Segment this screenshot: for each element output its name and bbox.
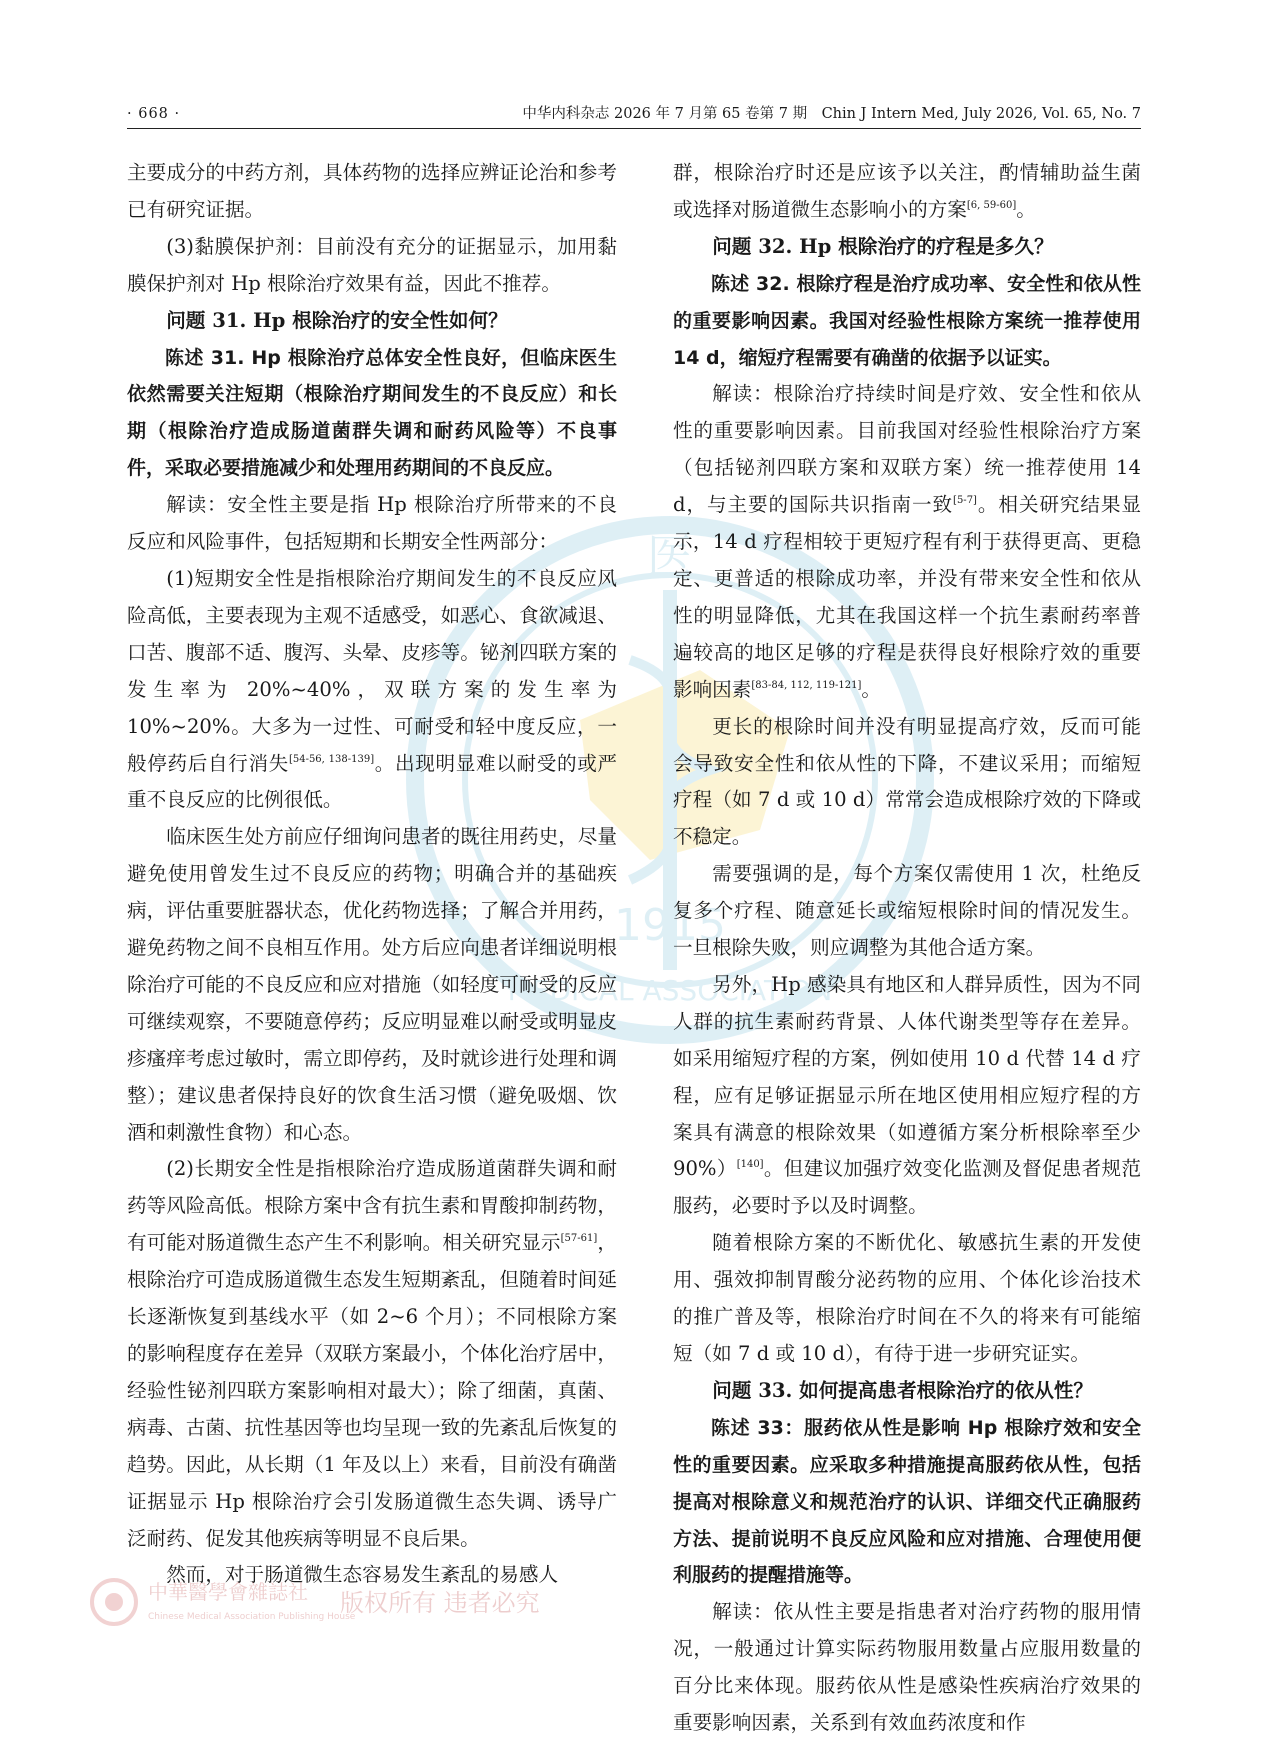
body-paragraph xyxy=(673,1225,1141,1373)
paragraph-text: 然而，对于肠道微生态容易发生紊乱的易感人 xyxy=(166,1563,559,1587)
paragraph-text: 主要成分的中药方剂，具体药物的选择应辨证论治和参考已有研究证据。 xyxy=(127,161,617,221)
running-header xyxy=(127,104,1141,129)
left-column xyxy=(127,155,617,1594)
paragraph-text: 。 xyxy=(1016,197,1036,221)
citation-ref: [6, 59-60] xyxy=(966,199,1017,211)
citation-ref: [5-7] xyxy=(953,495,977,507)
body-paragraph xyxy=(127,1151,617,1557)
paragraph-text: 群，根除治疗时还是应该予以关注，酌情辅助益生菌或选择对肠道微生态影响小的方案 xyxy=(673,161,1141,221)
paragraph-text: 解读：根除治疗持续时间是疗效、安全性和依从性的重要影响因素。目前我国对经验性根除治疗方案（包括铋剂四联方案和双联方案）统一推荐使用 14 d，与主要的国际共识指南一致 xyxy=(673,382,1141,517)
paragraph-text: 问题 31. Hp 根除治疗的安全性如何？ xyxy=(166,308,508,332)
paragraph-text: ，根除治疗可造成肠道微生态发生短期紊乱，但随着时间延长逐渐恢复到基线水平（如 2~6 个月）；不同根除方案的影响程度存在差异（双联方案最小，个体化治疗居中，经验性铋剂四联方案影响相对最大）；除了细菌，真菌、病毒、古菌、抗性基因等也均呈现一致的先紊乱后恢复的趋势。因此，从长期（1 年及以上）来看，目前没有确凿证据显示 Hp 根除治疗会引发肠道微生态失调、诱导广泛耐药、促发其他疾病等明显不良后果。 xyxy=(127,1231,618,1550)
journal-citation: 中华内科杂志 2026 年 7 月第 65 卷第 7 期 Chin J Intern Med, July 2026, Vol. 65, No. 7 xyxy=(522,106,1141,122)
statement-paragraph xyxy=(673,1410,1141,1595)
paragraph-text: 陈述 31. Hp 根除治疗总体安全性良好，但临床医生依然需要关注短期（根除治疗期间发生的不良反应）和长期（根除治疗造成肠道菌群失调和耐药风险等）不良事件，采取必要措施减少和处理用药期间的不良反应。 xyxy=(127,346,617,480)
paragraph-text: (1)短期安全性是指根除治疗期间发生的不良反应风险高低，主要表现为主观不适感受，如恶心、食欲减退、口苦、腹部不适、腹泻、头晕、皮疹等。铋剂四联方案的发生率为 20%~40%，双联方案的发生率为 10%~20%。大多为一过性、可耐受和轻中度反应，一般停药后自行消失 xyxy=(127,566,617,775)
rights-notice: 版权所有 违者必究 xyxy=(340,1589,540,1617)
paragraph-text: 。出现明显难以耐受的或严重不良反应的比例很低。 xyxy=(127,751,618,812)
seal-year: 1915 xyxy=(614,900,726,951)
paragraph-text: 更长的根除时间并没有明显提高疗效，反而可能会导致安全性和依从性的下降，不建议采用；而缩短疗程（如 7 d 或 10 d）常常会造成根除疗效的下降或不稳定。 xyxy=(673,714,1141,849)
body-paragraph xyxy=(673,856,1141,967)
statement-paragraph xyxy=(673,266,1141,377)
paragraph-text: 陈述 32. 根除疗程是治疗成功率、安全性和依从性的重要影响因素。我国对经验性根除方案统一推荐使用 14 d，缩短疗程需要有确凿的依据予以证实。 xyxy=(673,272,1141,369)
paragraph-text: 问题 32. Hp 根除治疗的疗程是多久？ xyxy=(712,234,1054,258)
body-paragraph xyxy=(127,229,617,303)
body-paragraph xyxy=(127,155,617,229)
paragraph-text: 。但建议加强疗效变化监测及督促患者规范服药，必要时予以及时调整。 xyxy=(673,1157,1141,1218)
body-paragraph xyxy=(127,819,617,1151)
publisher-name-en: Chinese Medical Association Publishing House xyxy=(148,1612,356,1622)
body-paragraph xyxy=(127,1557,617,1594)
question-heading xyxy=(673,229,1141,266)
body-paragraph xyxy=(673,709,1141,857)
body-paragraph xyxy=(673,376,1141,708)
question-heading xyxy=(673,1373,1141,1410)
paragraph-text: (2)长期安全性是指根除治疗造成肠道菌群失调和耐药等风险高低。根除方案中含有抗生素和胃酸抑制药物，有可能对肠道微生态产生不利影响。相关研究显示 xyxy=(127,1157,617,1255)
seal-character: 医 xyxy=(647,529,693,583)
citation-ref: [83-84, 112, 119-121] xyxy=(751,679,862,691)
publisher-name: 中華醫學會雜誌社 xyxy=(148,1580,308,1604)
body-paragraph xyxy=(673,155,1141,229)
paragraph-text: 另外，Hp 感染具有地区和人群异质性，因为不同人群的抗生素耐药背景、人体代谢类型等存在差异。如采用缩短疗程的方案，例如使用 10 d 代替 14 d 疗程，应有足够证据显示所在地区使用相应短疗程的方案具有满意的根除效果（如遵循方案分析根除率至少 90%） xyxy=(673,972,1141,1181)
paragraph-text: 解读：依从性主要是指患者对治疗药物的服用情况，一般通过计算实际药物服用数量占应服用数量的百分比来体现。服药依从性是感染性疾病治疗效果的重要影响因素，关系到有效血药浓度和作 xyxy=(673,1600,1141,1735)
paragraph-text: 陈述 33：服药依从性是影响 Hp 根除疗效和安全性的重要因素。应采取多种措施提高服药依从性，包括提高对根除意义和规范治疗的认识、详细交代正确服药方法、提前说明不良反应风险和应对措施、合理使用便利服药的提醒措施等。 xyxy=(673,1416,1141,1587)
paragraph-text: 需要强调的是，每个方案仅需使用 1 次，杜绝反复多个疗程、随意延长或缩短根除时间的情况发生。一旦根除失败，则应调整为其他合适方案。 xyxy=(673,862,1141,960)
paragraph-text: (3)黏膜保护剂：目前没有充分的证据显示，加用黏膜保护剂对 Hp 根除治疗效果有益，因此不推荐。 xyxy=(127,234,617,295)
statement-paragraph xyxy=(127,340,617,488)
page-number: · 668 · xyxy=(127,106,181,122)
paragraph-text: 解读：安全性主要是指 Hp 根除治疗所带来的不良反应和风险事件，包括短期和长期安全性两部分： xyxy=(127,493,617,554)
right-column xyxy=(673,155,1141,1742)
citation-ref: [54-56, 138-139] xyxy=(288,753,375,765)
citation-ref: [57-61] xyxy=(560,1233,598,1245)
body-paragraph xyxy=(673,1594,1141,1742)
paragraph-text: 临床医生处方前应仔细询问患者的既往用药史，尽量避免使用曾发生过不良反应的药物；明确合并的基础疾病，评估重要脏器状态，优化药物选择；了解合并用药，避免药物之间不良相互作用。处方后应向患者详细说明根除治疗可能的不良反应和应对措施（如轻度可耐受的反应可继续观察，不要随意停药；反应明显难以耐受或明显皮疹瘙痒考虑过敏时，需立即停药，及时就诊进行处理和调整）；建议患者保持良好的饮食生活习惯（避免吸烟、饮酒和刺激性食物）和心态。 xyxy=(127,825,617,1144)
body-paragraph xyxy=(673,967,1141,1225)
paragraph-text: 。 xyxy=(861,677,881,701)
body-paragraph xyxy=(127,487,617,561)
body-paragraph xyxy=(127,561,617,819)
paragraph-text: 随着根除方案的不断优化、敏感抗生素的开发使用、强效抑制胃酸分泌药物的应用、个体化诊治技术的推广普及等，根除治疗时间在不久的将来有可能缩短（如 7 d 或 10 d），有待于进一步研究证实。 xyxy=(673,1231,1141,1365)
question-heading xyxy=(127,303,617,340)
paragraph-text: 。相关研究结果显示，14 d 疗程相较于更短疗程有利于获得更高、更稳定、更普适的根除成功率，并没有带来安全性和依从性的明显降低，尤其在我国这样一个抗生素耐药率普遍较高的地区足够的疗程是获得良好根除疗效的重要影响因素 xyxy=(673,493,1142,701)
seal-text: MEDICAL ASSOCIATION xyxy=(507,974,833,1007)
paragraph-text: 问题 33. 如何提高患者根除治疗的依从性？ xyxy=(712,1378,1094,1402)
citation-ref: [140] xyxy=(736,1159,764,1171)
